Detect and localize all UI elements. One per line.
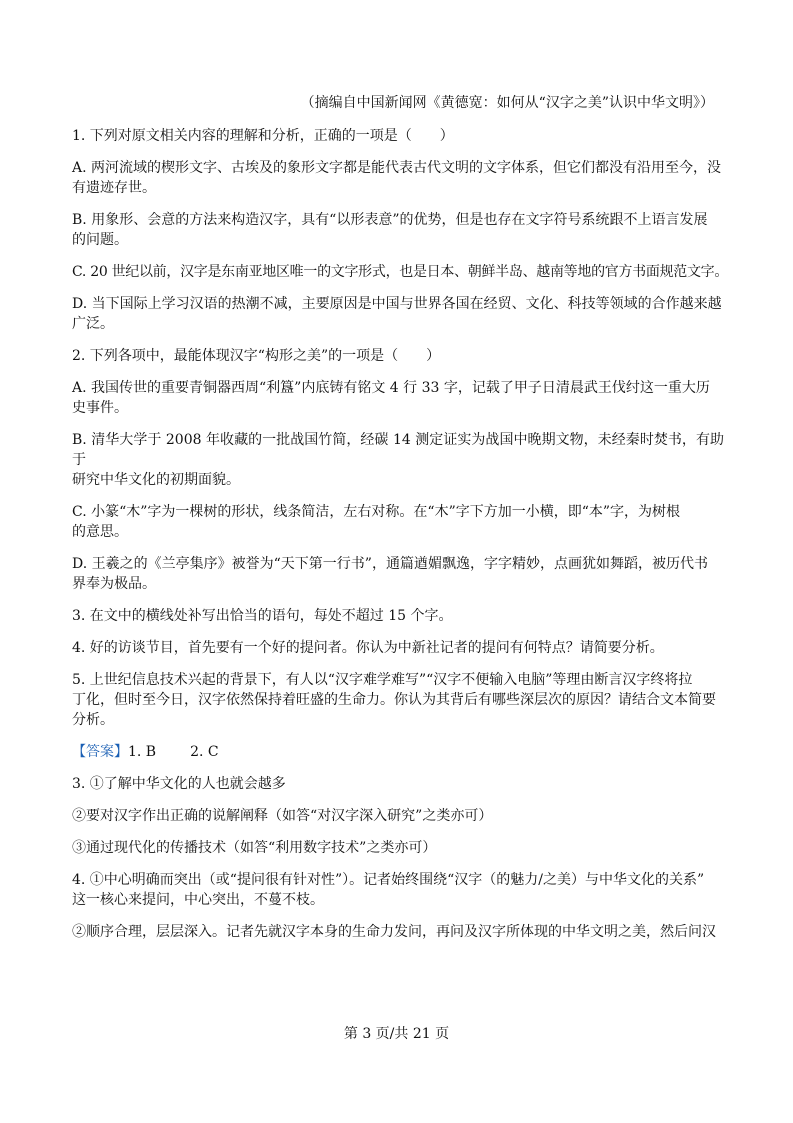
source-citation: （摘编自中国新闻网《黄德宽：如何从“汉字之美”认识中华文明》） (300, 95, 714, 111)
answer-4-point-1: 4. ①中心明确而突出（或“提问很有针对性”）。记者始终围绕“汉字（的魅力/之美）与中华文化的关系” 这一核心来提问，中心突出，不蔓不枝。 (72, 872, 705, 908)
answer-header (72, 742, 724, 762)
question-2-option-b: B. 清华大学于 2008 年收藏的一批战国竹简，经碳 14 测定证实为战国中晚期文物，未经秦时焚书，有助于 研究中华文化的初期面貌。 (72, 432, 724, 488)
answer-tag: 【答案】 (72, 744, 128, 760)
answer-3-line-3: ③通过现代化的传播技术（如答“利用数字技术”之类亦可） (72, 840, 437, 856)
answer-3-line-2: ②要对汉字作出正确的说解阐释（如答“对汉字深入研究”之类亦可） (72, 808, 493, 824)
question-4-stem: 4. 好的访谈节目，首先要有一个好的提问者。你认为中新社记者的提问有何特点？请简要分析。 (72, 640, 664, 656)
question-1-option-a: A. 两河流域的楔形文字、古埃及的象形文字都是能代表古代文明的文字体系，但它们都没有沿用至今，没 有遗迹存世。 (72, 160, 722, 196)
question-2-stem: 2. 下列各项中，最能体现汉字“构形之美”的一项是（ ） (72, 348, 441, 364)
question-1-option-d: D. 当下国际上学习汉语的热潮不减，主要原因是中国与世界各国在经贸、文化、科技等领域的合作越来越 广泛。 (72, 296, 722, 332)
question-1-option-c: C. 20 世纪以前，汉字是东南亚地区唯一的文字形式，也是日本、朝鲜半岛、越南等地的官方书面规范文字。 (72, 264, 729, 280)
question-2-option-a: A. 我国传世的重要青铜器西周“利簋”内底铸有铭文 4 行 33 字，记载了甲子日清晨武王伐纣这一重大历 史事件。 (72, 380, 710, 416)
answer-2: 2. C (190, 744, 219, 760)
question-content (72, 126, 729, 954)
question-3-stem: 3. 在文中的横线处补写出恰当的语句，每处不超过 15 个字。 (72, 608, 453, 624)
answer-3-line-1: 3. ①了解中华文化的人也就会越多 (72, 776, 286, 792)
answer-4-point-2: ②顺序合理，层层深入。记者先就汉字本身的生命力发问，再问及汉字所体现的中华文明之美，然后问汉 (72, 924, 716, 940)
question-1-option-b: B. 用象形、会意的方法来构造汉字，具有“以形表意”的优势，但是也存在文字符号系统跟不上语言发展 的问题。 (72, 212, 708, 248)
question-2-option-c: C. 小篆“木”字为一棵树的形状，线条简洁，左右对称。在“木”字下方加一小横，即“本”字，为树根 的意思。 (72, 504, 681, 540)
question-2-option-d: D. 王羲之的《兰亭集序》被誉为“天下第一行书”，通篇遒媚飘逸，字字精妙，点画犹如舞蹈，被历代书 界奉为极品。 (72, 556, 708, 592)
question-5-stem: 5. 上世纪信息技术兴起的背景下，有人以“汉字难学难写”“汉字不便输入电脑”等理由断言汉字终将拉 丁化，但时至今日，汉字依然保持着旺盛的生命力。你认为其背后有哪些深层次的原因？请结合文本简要 分析。 (72, 672, 716, 728)
question-1-stem: 1. 下列对原文相关内容的理解和分析，正确的一项是（ ） (72, 128, 454, 144)
page-footer: 第 3 页/共 21 页 (343, 1026, 450, 1042)
answer-1: 1. B (128, 744, 157, 760)
